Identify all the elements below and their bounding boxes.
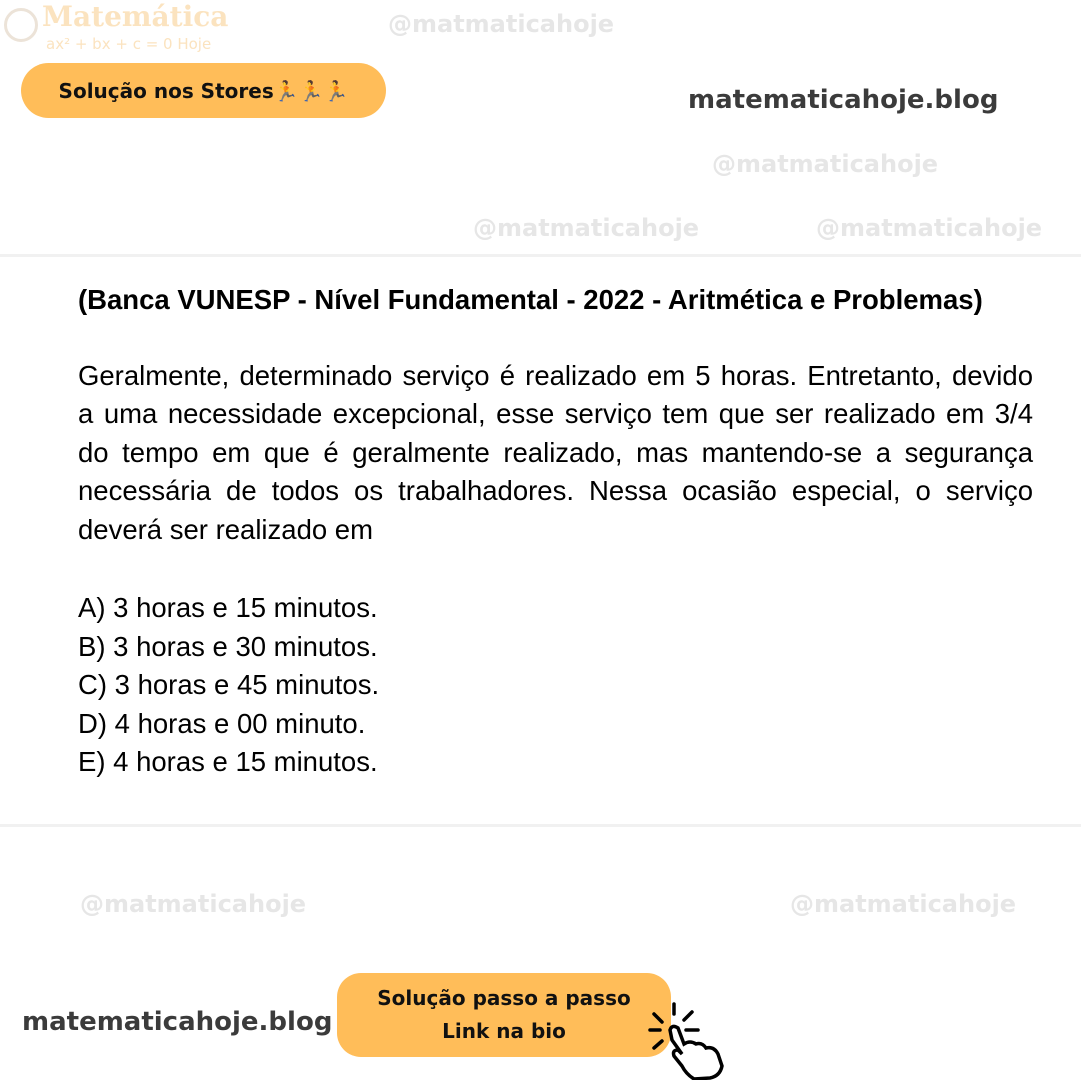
watermark: @matmaticahoje xyxy=(816,214,1043,242)
solution-link-button[interactable] xyxy=(337,973,671,1057)
watermark: @matmaticahoje xyxy=(80,890,307,918)
blog-link-footer[interactable]: matematicahoje.blog xyxy=(22,1007,333,1037)
option-a: A) 3 horas e 15 minutos. xyxy=(78,592,378,623)
question-block xyxy=(78,281,1033,782)
watermark: @matmaticahoje xyxy=(388,10,615,38)
watermark: @matmaticahoje xyxy=(473,214,700,242)
watermark: @matmaticahoje xyxy=(712,150,939,178)
logo-subtitle: ax² + bx + c = 0 Hoje xyxy=(46,35,212,53)
divider xyxy=(0,254,1081,257)
option-d: D) 4 horas e 00 minuto. xyxy=(78,707,366,739)
pointer-hand-icon xyxy=(644,1000,730,1080)
options-list xyxy=(78,589,1033,782)
blog-link-header[interactable]: matematicahoje.blog xyxy=(688,85,999,115)
option-e: E) 4 horas e 15 minutos. xyxy=(78,746,378,777)
question-source: (Banca VUNESP - Nível Fundamental - 2022 - Aritmética e Problemas) xyxy=(78,284,983,315)
option-c: C) 3 horas e 45 minutos. xyxy=(78,669,380,700)
stores-button[interactable]: Solução nos Stores🏃🏃🏃 xyxy=(21,63,386,118)
button-line-2: Link na bio xyxy=(442,1019,566,1043)
question-text: Geralmente, determinado serviço é realizado em 5 horas. Entretanto, devido a uma necessidade excepcional, esse serviço tem que ser realizado em 3/4 do tempo em que é geralmente realizado, mas mantendo-se a segurança necessária de todos os trabalhadores. Nessa ocasião especial, o serviço deverá ser realizado em xyxy=(78,359,1033,545)
logo-title: Matemática xyxy=(42,0,229,33)
logo xyxy=(2,2,242,58)
option-b: B) 3 horas e 30 minutos. xyxy=(78,630,378,662)
button-line-1: Solução passo a passo xyxy=(377,986,631,1010)
globe-pin-icon xyxy=(4,8,38,42)
divider xyxy=(0,824,1081,827)
watermark: @matmaticahoje xyxy=(790,890,1017,918)
